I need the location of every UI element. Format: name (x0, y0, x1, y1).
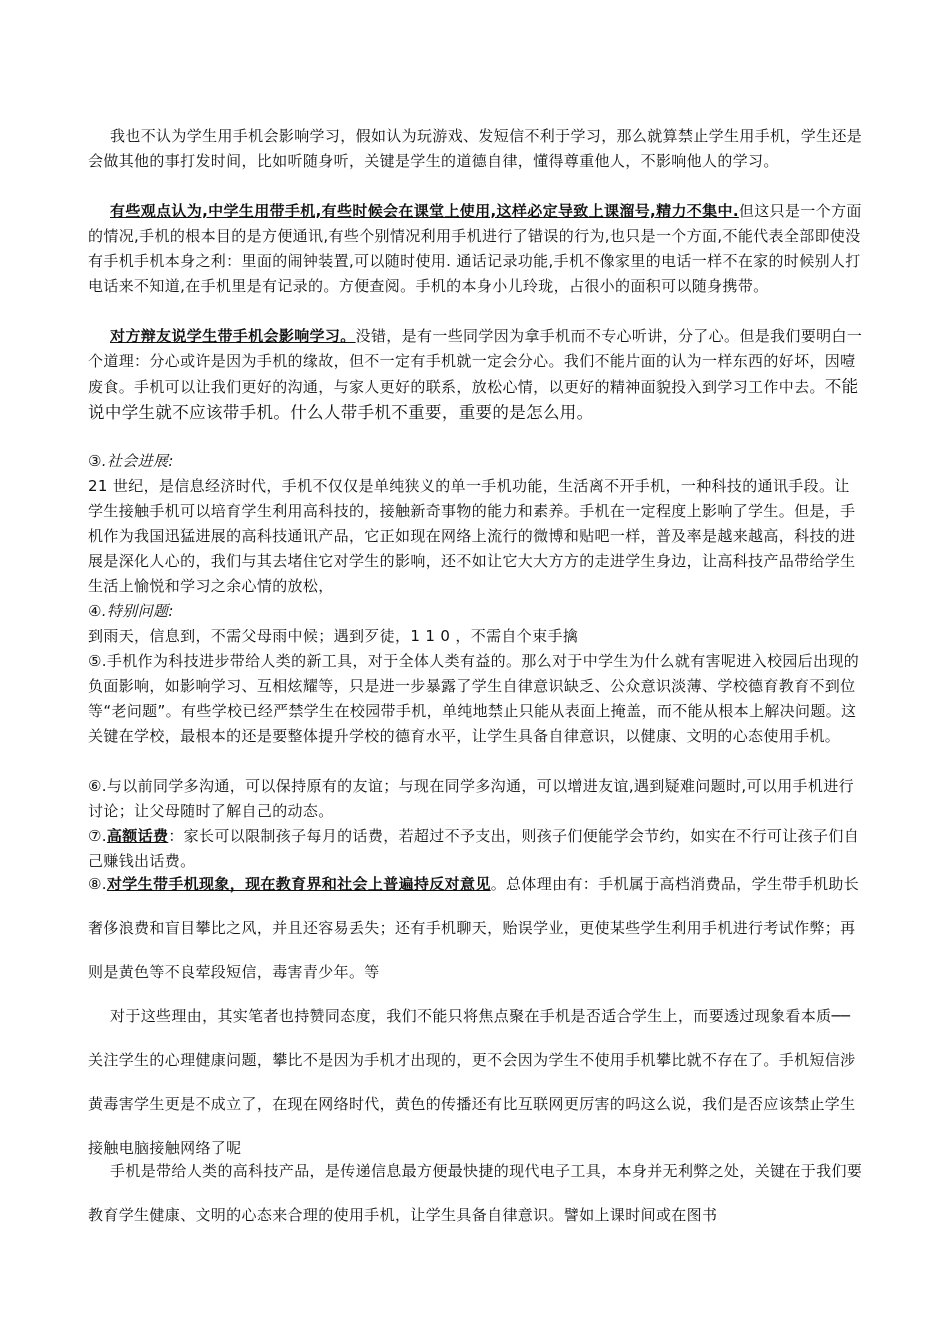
paragraph-1: 我也不认为学生用手机会影响学习，假如认为玩游戏、发短信不利于学习，那么就算禁止学生用手机，学生还是会做其他的事打发时间，比如听随身听，关键是学生的道德自律，懂得尊重他人，不影响他人的学习。 (88, 127, 863, 170)
paragraph-2-emphasis: 有些观点认为,中学生用带手机,有些时候会在课堂上使用,这样必定导致上课溜号,精力不集中. (110, 202, 739, 220)
paragraph-2 (88, 199, 864, 299)
paragraph-9-number: ⑧. (88, 875, 107, 893)
paragraph-2-text: 但这只是一个方面的情况,手机的根本目的是方便通讯,有些个别情况利用手机进行了错误的行为,也只是一个方面,不能代表全部即使没有手机手机本身之利：里面的闹钟装置,可以随时使用. 通话记录功能,手机不像家里的电话一样不在家的时候别人打电话来不知道,在手机里是有记录的。方便查阅。手机的本身小儿玲珑，占很小的面积可以随身携带。 (88, 202, 862, 295)
paragraph-8-text: ：家长可以限制孩子每月的话费，若超过不予支出，则孩子们便能学会节约，如实在不行可让孩子们自己赚钱出话费。 (88, 827, 860, 870)
paragraph-3-text: 没错，是有一些同学因为拿手机而不专心听讲，分了心。但是我们要明白一个道理：分心或许是因为手机的缘故，但不一定有手机就一定会分心。我们不能片面的认为一样东西的好坏，因噎废食。手机可以让我们更好的沟通，与家人更好的联系，放松心情，以更好的精神面貌投入到学习工作中去。 (88, 327, 863, 396)
paragraph-7: ⑥.与以前同学多沟通，可以保持原有的友谊；与现在同学多沟通，可以增进友谊,遇到疑难问题时,可以用手机进行讨论；让父母随时了解自己的动态。 (88, 777, 854, 820)
paragraph-10: 对于这些理由，其实笔者也持赞同态度，我们不能只将焦点聚在手机是否适合学生上，而要透过现象看本质──关注学生的心理健康问题，攀比不是因为手机才出现的，更不会因为学生不使用手机攀比就不存在了。手机短信涉黄毒害学生更是不成立了，在现在网络时代，黄色的传播还有比互联网更厉害的吗这么说，我们是否应该禁止学生接触电脑接触网络了呢 (88, 1007, 856, 1157)
paragraph-9-text: 。总体理由有：手机属于高档消费品，学生带手机助长奢侈浪费和盲目攀比之风，并且还容易丢失；还有手机聊天，贻误学业，更使某些学生利用手机进行考试作弊；再则是黄色等不良荤段短信，毒害青少年。等 (88, 875, 860, 981)
paragraph-9-emphasis: 对学生带手机现象，现在教育界和社会上普遍持反对意见 (106, 875, 491, 893)
paragraph-3-emphasis: 对方辩友说学生带手机会影响学习。 (110, 327, 356, 345)
heading-special-issues: ④.特别问题: (88, 602, 174, 620)
paragraph-4: 21 世纪，是信息经济时代，手机不仅仅是单纯狭义的单一手机功能，生活离不开手机，一种科技的通讯手段。让学生接触手机可以培育学生利用高科技的，接触新奇事物的能力和素养。手机在一定程度上影响了学生。但是，手机作为我国迅猛进展的高科技通讯产品，它正如现在网络上流行的微博和贴吧一样，普及率是越来越高，科技的进展是深化人心的，我们与其去堵住它对学生的影响，还不如让它大大方方的走进学生身边，让高科技产品带给学生生活上愉悦和学习之余心情的放松， (88, 477, 856, 595)
paragraph-5: 到雨天，信息到，不需父母雨中候；遇到歹徒，1 1 0 ，不需自个束手擒 (88, 627, 579, 645)
paragraph-8-emphasis: 高额话费 (106, 827, 169, 845)
paragraph-9 (88, 862, 864, 994)
paragraph-6: ⑤.手机作为科技进步带给人类的新工具，对于全体人类有益的。那么对于中学生为什么就有害呢进入校园后出现的负面影响，如影响学习、互相炫耀等，只是进一步暴露了学生自律意识缺乏、公众意识淡薄、学校德育教育不到位等“老问题”。有些学校已经严禁学生在校园带手机，单纯地禁止只能从表面上掩盖，而不能从根本上解决问题。这关键在学校，最根本的还是要整体提升学校的德育水平，让学生具备自律意识，以健康、文明的心态使用手机。 (88, 652, 860, 745)
paragraph-11: 手机是带给人类的高科技产品，是传递信息最方便最快捷的现代电子工具，本身并无利弊之处，关键在于我们要教育学生健康、文明的心态来合理的使用手机，让学生具备自律意识。譬如上课时间或在图书 (88, 1162, 863, 1224)
paragraph-3-large-text: 不能说中学生就不应该带手机。什么人带手机不重要，重要的是怎么用。 (88, 377, 859, 422)
heading-social-progress: ③.社会进展: (88, 452, 174, 470)
paragraph-8-number: ⑦. (88, 827, 107, 845)
paragraph-3 (88, 324, 864, 426)
